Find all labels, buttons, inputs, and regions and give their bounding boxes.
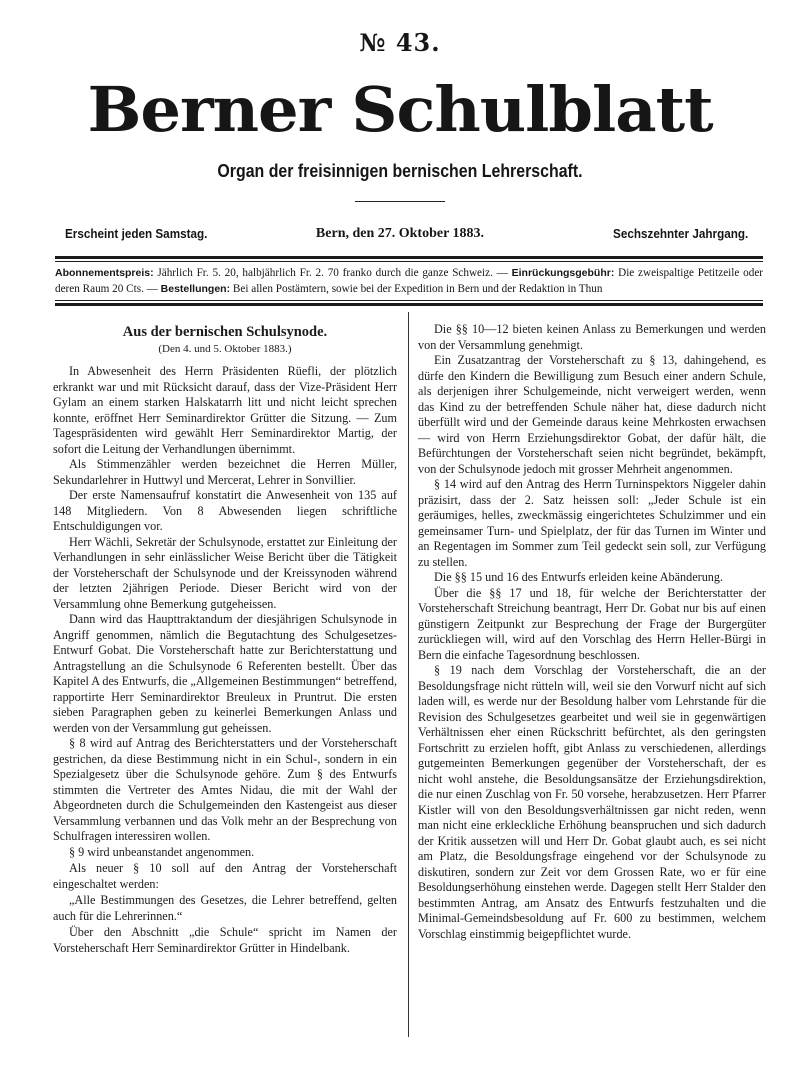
paragraph: In Abwesenheit des Herrn Präsidenten Rüefli, der plötzlich erkrankt war und mit Rücksicht darauf, dass der Vize-Präsident Herr Gylam an einem starken Halskatarrh litt und nicht leicht sprechen konnte, eröffnet Herr Seminardirektor Grütter die Sitzung. — Zum Tagespräsidenten wird gewählt Herr Seminardirektor Martig, der sofort die Leitung der Verhandlungen übernimmt.: [53, 364, 397, 456]
article-title: Aus der bernischen Schulsynode.: [122, 324, 328, 340]
paragraph: Ein Zusatzantrag der Vorsteherschaft zu § 13, dahingehend, es dürfe den Kindern die Bewilligung zum Besuch einer andern Schule, als derjenigen ihrer Schulgemeinde, nicht verweigert werden, wenn das Kind zu der betreffenden Schule näher hat, diese dadurch nicht überfüllt wird und der Gemeinde daraus keine Mehrkosten erwachsen — wird von Herrn Erziehungsdirektor Gobat, der dafür hält, die Befürchtungen der Vorsteherschaft seien nicht begründet, bekämpft, von der Schulsynode jedoch mit grosser Mehrheit angenommen.: [418, 353, 766, 476]
volume-label: Sechszehnter Jahrgang.: [612, 226, 748, 241]
article-dates: (Den 4. und 5. Oktober 1883.): [158, 343, 292, 355]
masthead-subtitle: Organ der freisinnigen bernischen Lehrerschaft.: [217, 160, 583, 181]
paragraph: Dann wird das Haupttraktandum der diesjährigen Schulsynode in Angriff genommen, nämlich die Begutachtung des Schulgesetzes-Entwurf Gobat. Die Vorsteherschaft hatte zur Berichterstattung und Antragstellung an die Schulsynode 6 Referenten bestellt. Über das Kapitel A des Entwurfs, die „Allgemeinen Bestimmungen“ betreffend, rapportirte Herr Seminardirektor Breuleux in Pruntrut. Die ersten sieben Paragraphen geben zu keinerlei Bemerkungen Anlass und werden von der Versammlung gut geheissen.: [53, 612, 397, 735]
subtitle-rule: [355, 201, 445, 202]
subscription-text: Jährlich Fr. 5. 20, halbjährlich Fr. 2. 70 franko durch die ganze Schweiz. —: [157, 267, 508, 279]
paragraph: Über die §§ 17 und 18, für welche der Berichterstatter der Vorsteherschaft Streichung beantragt, Herr Dr. Gobat nur bis auf einen günstigern Zeitpunkt zur Besprechung der Frage der Burgergüter zurückliegen will, wird auf den Vorschlag des Herrn Heller-Bürgi in Bern die einfache Tagesordnung beschlossen.: [418, 585, 766, 662]
ad-fee-label: Einrückungsgebühr:: [511, 267, 615, 279]
subscription-notice: [55, 265, 763, 297]
paragraph: § 14 wird auf den Antrag des Herrn Turninspektors Niggeler dahin präzisirt, dass der 2. Satz heissen soll: „Jeder Schule ist ein geräumiges, helles, zweckmässig eingerichtetes Schulzimmer und ein gemeinsamer Turn- und Spielplatz, der für das Turnen im Winter und an Regentagen im Sommer zum Teil gedeckt sein soll, zur Verfügung zu stellen.: [418, 477, 766, 569]
article-left-column: [53, 322, 397, 956]
issue-number: № 43.: [359, 28, 441, 57]
paragraph: § 8 wird auf Antrag des Berichterstatters und der Vorsteherschaft gestrichen, da diese Bestimmung nicht in ein Schul-, sondern in ein Spezialgesetz über die Schulsynode gehöre. Zum § des Entwurfs stimmten die Vertreter des Amtes Nidau, die mit der Wahl der Abgeordneten durch die Schulgemeinden den Kastengeist aus dieser Versammlung verbannen und das Volk mehr an der Besprechung von Schulfragen interessiren wollen.: [53, 736, 397, 843]
dateline: Bern, den 27. Oktober 1883.: [315, 226, 485, 241]
column-divider: [408, 312, 409, 1037]
paragraph: § 19 nach dem Vorschlag der Vorsteherschaft, die an der Besoldungsfrage nicht rütteln will, weil sie den Vorwurf nicht auf sich laden will, es werde nur der Besoldung halber vom Lehrstande für die Revision des Schulgesetzes gearbeitet und weil sie in gegenwärtigen Verhältnissen eher einen Rückschritt befürchtet, als den geringsten Fortschritt zu erzielen hofft, gibt Anlass zu verschiedenen, allerdings gutgemeinten Bemerkungen gegenüber der Vorsteherschaft, der es nicht wohl anstehe, die Besoldungsansätze der Erziehungsdirektion, die nur einen Zuschlag von Fr. 50 vorsehe, herabzusetzen. Herr Pfarrer Kistler will von den Besoldungsverhältnissen gar nicht reden, wenn man nicht eine erkleckliche Erhöhung beanspruchen und sich dadurch der Kritik aussetzen will und Herr Dr. Gobat glaubt auch, es sei nicht am Platz, die Besoldungsfrage eingehend vor der Schulsynode zu diskutiren, sondern zur Zeit vor dem Grossen Rate, wo er für eine Besoldungserhöhung einstehen werde. Dagegen stellt Herr Stalder den bestimmten Antrag, am Ansatz des Entwurfs festzuhalten und die Minimal-Gemeindsbesoldung auf Fr. 600 zu bestimmen, welchem Vorschlag einstimmig beigepflichtet wurde.: [418, 663, 766, 941]
article-right-column: [418, 322, 766, 942]
subscription-label: Abonnementspreis:: [55, 267, 154, 279]
paragraph: Über den Abschnitt „die Schule“ spricht im Namen der Vorsteherschaft Herr Seminardirektor Grütter in Hindelbank.: [53, 925, 397, 955]
orders-text: Bei allen Postämtern, sowie bei der Expedition in Bern und der Redaktion in Thun: [232, 283, 603, 295]
publication-day: Erscheint jeden Samstag.: [65, 226, 208, 241]
notice-thick-rule: [55, 303, 763, 306]
header-thick-rule: [55, 256, 763, 259]
notice-thin-rule: [55, 300, 763, 301]
orders-label: Bestellungen:: [160, 283, 231, 295]
paragraph: § 9 wird unbeanstandet angenommen.: [69, 844, 255, 859]
paragraph: Der erste Namensaufruf konstatirt die Anwesenheit von 135 auf 148 Mitgliedern. Von 8 Abwesenden liegen schriftliche Entschuldigungen vor.: [53, 488, 397, 533]
paragraph: Herr Wächli, Sekretär der Schulsynode, erstattet zur Einleitung der Verhandlungen in sehr einlässlicher Weise Bericht über die Tätigkeit der Vorsteherschaft der Schulsynode und der Kreissynoden während der letzten 2jährigen Periode. Dieser Bericht wird von der Versammlung ohne Bemerkung gutgeheissen.: [53, 534, 397, 611]
paragraph: „Alle Bestimmungen des Gesetzes, die Lehrer betreffend, gelten auch für die Lehrerinnen.“: [53, 893, 397, 923]
paragraph: Die §§ 15 und 16 des Entwurfs erleiden keine Abänderung.: [434, 570, 724, 584]
paragraph: Die §§ 10—12 bieten keinen Anlass zu Bemerkungen und werden von der Versammlung genehmigt.: [418, 322, 766, 352]
header-thin-rule: [55, 261, 763, 262]
paragraph: Als neuer § 10 soll auf den Antrag der Vorsteherschaft eingeschaltet werden:: [53, 861, 397, 891]
ad-fee-text: Die zweispaltige Petitzeile oder deren Raum 20 Cts. —: [55, 267, 764, 295]
masthead-title: Berner Schulblatt: [87, 73, 713, 146]
paragraph: Als Stimmenzähler werden bezeichnet die Herren Müller, Sekundarlehrer in Huttwyl und Mercerat, Lehrer in Sonvillier.: [53, 457, 397, 487]
